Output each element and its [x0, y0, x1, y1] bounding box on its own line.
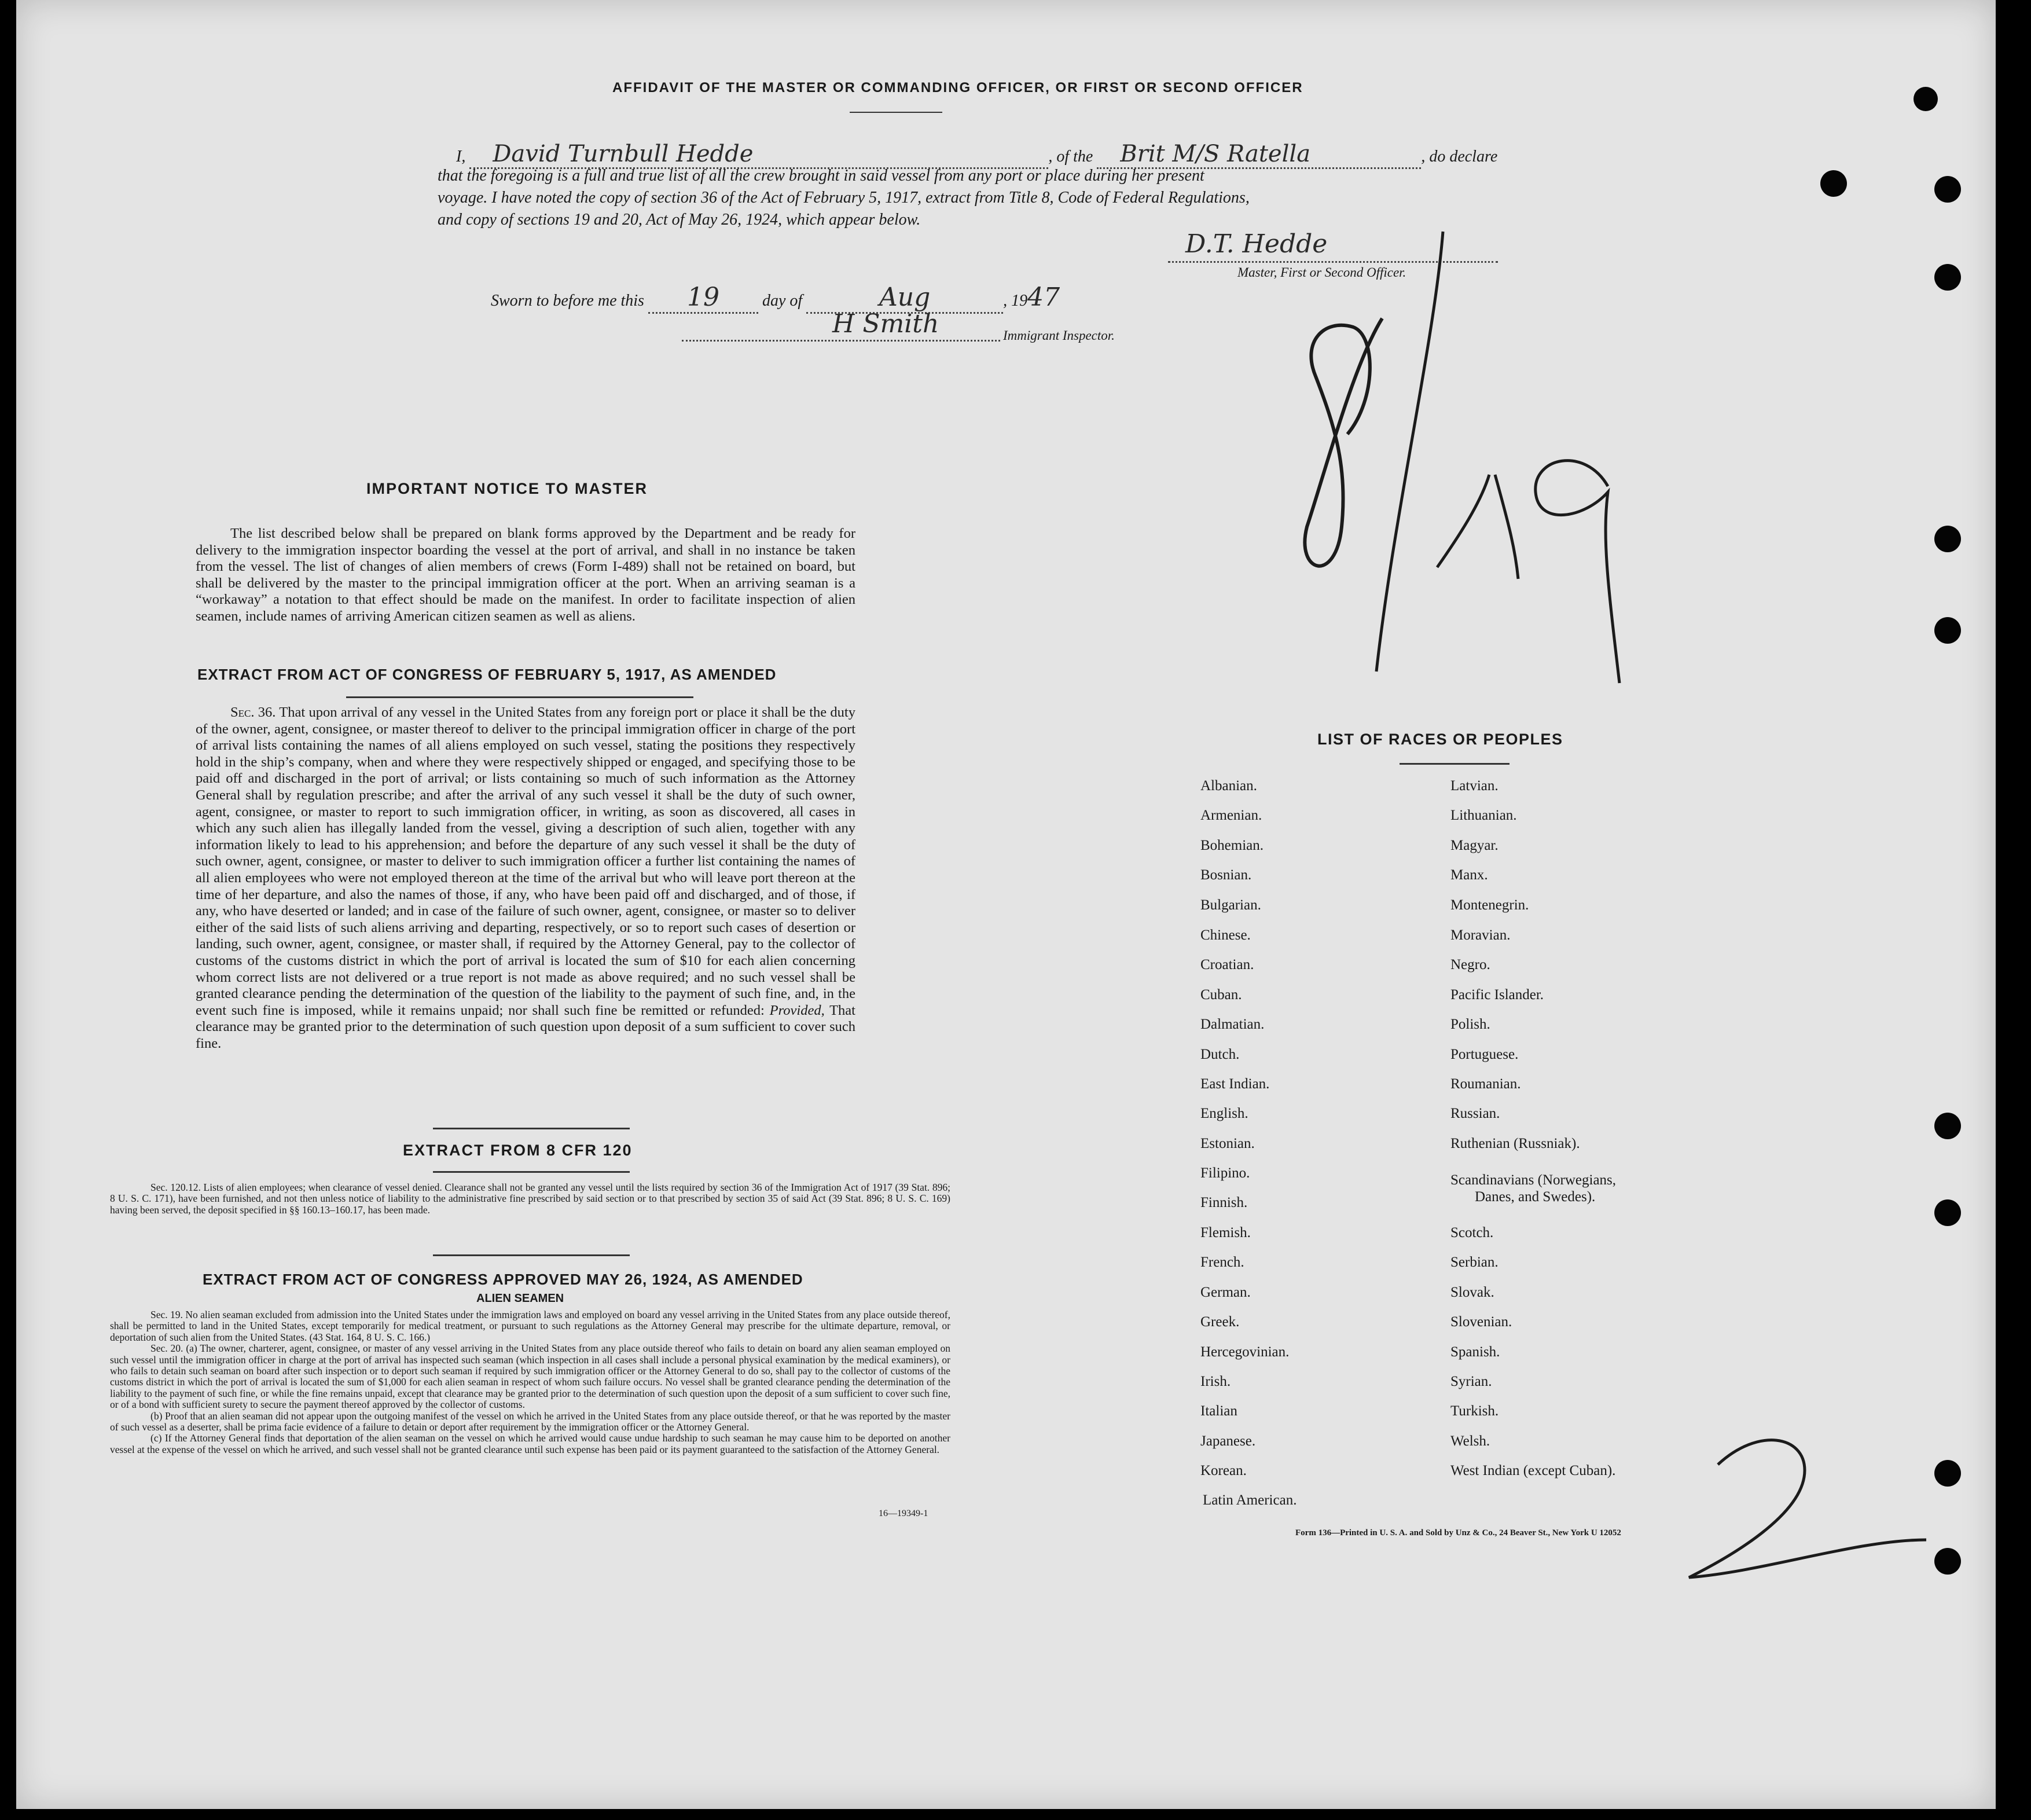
- sworn-day: 19: [648, 282, 758, 314]
- notice-title: IMPORTANT NOTICE TO MASTER: [366, 480, 648, 497]
- race-item: Estonian.: [1200, 1136, 1255, 1151]
- cfr-body: Sec. 120.12. Lists of alien employees; when clearance of vessel denied. Clearance shall not be granted any vessel until the lists required by section 36 of the Immigration Act of 1917 (39 Stat. 896; 8 U. S. C. 171), have been furnished, and not then unless notice of liability to the administrative fine prescribed by said section or to that prescribed by section 35 of said Act (39 Stat. 896; 8 U. S. C. 169) having been served, the deposit specified in §§ 160.13–160.17, has been made.: [110, 1181, 950, 1216]
- section-rule: [346, 696, 693, 698]
- race-item: Irish.: [1200, 1374, 1231, 1389]
- race-item: Montenegrin.: [1450, 897, 1529, 913]
- race-item: Cuban.: [1200, 987, 1242, 1003]
- printer-footer: Form 136—Printed in U. S. A. and Sold by Unz & Co., 24 Beaver St., New York U 12052: [1295, 1528, 1621, 1538]
- race-item: Russian.: [1450, 1106, 1500, 1121]
- race-item: Danes, and Swedes).: [1475, 1189, 1596, 1205]
- section-rule: [433, 1254, 630, 1256]
- declaration-line-4: and copy of sections 19 and 20, Act of May 26, 1924, which appear below.: [438, 211, 921, 229]
- inspector-label: Immigrant Inspector.: [1003, 328, 1115, 343]
- race-item: Korean.: [1200, 1463, 1247, 1478]
- sec36-label: Sec. 36.: [230, 704, 276, 720]
- sec20c-body: (c) If the Attorney General finds that deportation of the alien seaman on the vessel on which he arrived would cause undue hardship to such seaman he may cause him to be deported on another vessel at the expense of the vessel on which he arrived, and such vessel shall not be granted clearance until such expense has been paid or its payment guaranteed to the satisfaction of the Attorney General.: [110, 1432, 950, 1455]
- race-item: Manx.: [1450, 867, 1488, 883]
- sec20a-body: Sec. 20. (a) The owner, charterer, agent, consignee, or master of any vessel arriving in the United States from any place outside thereof who fails to detain on board any alien seaman employed on such vessel until the immigration officer in charge at the port of arrival has inspected such seaman (which inspection in all cases shall include a personal physical examination by the medical examiners), or who fails to detain such seaman on board after such inspection or to deport such seaman if required by such immigration officer or the Attorney General to do so, shall pay to the collector of customs of the customs district in which the port of arrival is located the sum of $1,000 for each alien seaman in respect of whom such failure occurs. No vessel shall be granted clearance pending the determination of the liability to the payment of such fine, or while the fine remains unpaid, except that clearance may be granted prior to the determination of such question upon the deposit of a sum sufficient to cover such fine, or of a bond with sufficient surety to secure the payment thereof approved by the collector of customs.: [110, 1342, 950, 1411]
- inspector-signature: H Smith: [682, 309, 1000, 342]
- handwritten-page-number: [1672, 1417, 1944, 1586]
- document-page: [16, 0, 1996, 1809]
- master-signature-label: Master, First or Second Officer.: [1237, 265, 1406, 280]
- sworn-year: 47: [1027, 282, 1060, 312]
- sec36-body: That upon arrival of any vessel in the United States from any foreign port or place it shall be the duty of the owner, agent, consignee, or master thereof to deliver to the principal immigration officer in charge of the port of arrival lists containing the names of all aliens employed on such vessel, stating the positions they respectively hold in the ship’s company, when and where they were respectively shipped or engaged, and specifying those to be paid off and discharged in the port of arrival; or lists containing so much of such information as the Attorney General shall by regulation prescribe; and after the arrival of any such vessel it shall be the duty of such owner, agent, consignee, or master to report to such immigration officer, in writing, as soon as discovered, all cases in which any such alien has illegally landed from the vessel, giving a description of such alien, together with any information likely to lead to his apprehension; and before the departure of any such vessel it shall be the duty of such owner, agent, consignee, or master to deliver to such immigration officer a further list containing the names of all alien employees who were not employed thereon at the time of the arrival but who will leave port thereon at the time of her departure, and also the names of those, if any, who have been paid off and discharged, and of those, if any, who have deserted or landed; and in case of the failure of such owner, agent, consignee, or master so to deliver either of the said lists of such aliens arriving and departing, respectively, or so to report such cases of desertion or landing, such owner, agent, consignee, or master shall, if required by the Attorney General, pay to the collector of customs of the customs district in which the port of arrival is located the sum of $10 for each alien concerning whom correct lists are not delivered or a true report is not made as above required; and no such vessel shall be granted clearance pending the determination of the question of the liability to the payment of such fine, and, in the event such fine is imposed, while it remains unpaid; nor shall such fine be remitted or refunded:: [196, 704, 855, 1018]
- race-item: Negro.: [1450, 957, 1490, 973]
- of-the-label: , of the: [1048, 148, 1093, 166]
- race-item: Syrian.: [1450, 1374, 1492, 1389]
- race-item: Lithuanian.: [1450, 808, 1517, 823]
- race-item: Bosnian.: [1200, 867, 1252, 883]
- race-item: Croatian.: [1200, 957, 1254, 973]
- year-prefix: , 19: [1003, 292, 1028, 310]
- race-item: English.: [1200, 1106, 1248, 1121]
- binder-hole: [1934, 617, 1961, 644]
- race-item: Portuguese.: [1450, 1047, 1519, 1062]
- race-item: Roumanian.: [1450, 1076, 1521, 1092]
- section-rule: [433, 1128, 630, 1129]
- race-item: Polish.: [1450, 1017, 1490, 1032]
- race-item: Turkish.: [1450, 1403, 1499, 1419]
- race-item: Filipino.: [1200, 1165, 1250, 1181]
- race-item: Slovak.: [1450, 1285, 1494, 1300]
- declaration-line-2: that the foregoing is a full and true list of all the crew brought in said vessel from any port or place during her present: [438, 167, 1204, 185]
- notice-body: The list described below shall be prepared on blank forms approved by the Department and be ready for delivery to the immigration inspector boarding the vessel at the port of arrival, and shall in no instance be taken from the vessel. The list of changes of alien members of crews (Form I-489) shall not be retained on board, but shall be delivered by the master to the principal immigration officer at the port. When an arriving seaman is a “workaway” a notation to that effect should be made on the manifest. In order to facilitate inspection of alien seamen, include names of arriving American citizen seamen as well as aliens.: [196, 526, 855, 624]
- form-code: 16—19349-1: [879, 1509, 928, 1518]
- alien-seamen-subtitle: ALIEN SEAMEN: [476, 1292, 564, 1305]
- master-signature: D.T. Hedde: [1168, 229, 1498, 263]
- extract-1924-title: EXTRACT FROM ACT OF CONGRESS APPROVED MAY 26, 1924, AS AMENDED: [203, 1271, 803, 1288]
- race-item: Latin American.: [1203, 1492, 1297, 1508]
- binder-hole: [1934, 176, 1961, 203]
- handwritten-date-8-19: [1261, 218, 1666, 666]
- race-item: Finnish.: [1200, 1195, 1248, 1210]
- race-item: Dalmatian.: [1200, 1017, 1265, 1032]
- race-item: Slovenian.: [1450, 1314, 1512, 1330]
- race-item: Magyar.: [1450, 838, 1499, 853]
- race-item: Greek.: [1200, 1314, 1240, 1330]
- binder-hole: [1934, 1460, 1961, 1487]
- declaration-line-1: [456, 141, 1497, 169]
- extract-1917-title: EXTRACT FROM ACT OF CONGRESS OF FEBRUARY 5, 1917, AS AMENDED: [197, 666, 777, 683]
- race-item: German.: [1200, 1285, 1251, 1300]
- race-item: West Indian (except Cuban).: [1450, 1463, 1616, 1478]
- binder-hole: [1914, 87, 1938, 111]
- race-item: Hercegovinian.: [1200, 1344, 1290, 1360]
- race-item: Flemish.: [1200, 1225, 1251, 1241]
- race-item: French.: [1200, 1254, 1244, 1270]
- binder-hole: [1934, 1199, 1961, 1226]
- binder-hole: [1934, 1113, 1961, 1139]
- race-item: Armenian.: [1200, 808, 1262, 823]
- race-item: Dutch.: [1200, 1047, 1240, 1062]
- sec36-paragraph: [196, 704, 855, 1052]
- race-item: Welsh.: [1450, 1433, 1490, 1449]
- sec36-body-end: That clearance may be granted prior to the determination of such question upon deposit of a sum sufficient to cover such fine.: [196, 1002, 855, 1051]
- extract-cfr-title: EXTRACT FROM 8 CFR 120: [403, 1142, 633, 1159]
- i-label: I,: [456, 148, 466, 166]
- vessel-name: Brit M/S Ratella: [1097, 141, 1421, 169]
- race-item: Pacific Islander.: [1450, 987, 1544, 1003]
- race-item: Italian: [1200, 1403, 1237, 1419]
- race-item: Spanish.: [1450, 1344, 1500, 1360]
- sec20b-body: (b) Proof that an alien seaman did not appear upon the outgoing manifest of the vessel on which he arrived in the United States from any place outside thereof, or that he was reported by the master of such vessel as a deserter, shall be prima facie evidence of a failure to detain or deport after requirement by the immigration officer or the Attorney General.: [110, 1410, 950, 1433]
- binder-hole: [1820, 170, 1847, 197]
- binder-hole: [1934, 1548, 1961, 1575]
- extract-1924-body: [110, 1309, 950, 1455]
- date-stamp-text: 8/19: [1261, 218, 1277, 228]
- race-item: Chinese.: [1200, 927, 1251, 943]
- sworn-month: Aug: [806, 282, 1003, 314]
- do-declare-label: , do declare: [1421, 148, 1498, 166]
- race-item: Moravian.: [1450, 927, 1511, 943]
- race-item: East Indian.: [1200, 1076, 1270, 1092]
- race-item: Japanese.: [1200, 1433, 1256, 1449]
- binder-hole: [1934, 264, 1961, 291]
- races-title: LIST OF RACES OR PEOPLES: [1317, 731, 1563, 748]
- affidavit-title: AFFIDAVIT OF THE MASTER OR COMMANDING OFFICER, OR FIRST OR SECOND OFFICER: [612, 80, 1303, 96]
- master-name: David Turnbull Hedde: [469, 141, 1048, 169]
- race-item: Bulgarian.: [1200, 897, 1261, 913]
- race-item: Serbian.: [1450, 1254, 1499, 1270]
- race-item: Bohemian.: [1200, 838, 1264, 853]
- binder-hole: [1934, 526, 1961, 552]
- race-item: Scotch.: [1450, 1225, 1494, 1241]
- page-number-text: 2: [1672, 1417, 1676, 1426]
- races-title-rule: [1400, 763, 1510, 765]
- declaration-line-3: voyage. I have noted the copy of section 36 of the Act of February 5, 1917, extract from Title 8, Code of Federal Regulations,: [438, 189, 1250, 207]
- race-item: Ruthenian (Russniak).: [1450, 1136, 1580, 1151]
- title-rule: [850, 112, 942, 113]
- sworn-label: Sworn to before me this: [491, 292, 644, 310]
- race-item: Scandinavians (Norwegians,: [1450, 1172, 1617, 1188]
- provided-label: Provided,: [769, 1002, 825, 1018]
- race-item: Albanian.: [1200, 778, 1257, 794]
- sec19-body: Sec. 19. No alien seaman excluded from admission into the United States under the immigration laws and employed on board any vessel arriving in the United States from any place outside thereof, shall be permitted to land in the United States, except temporarily for medical treatment, or pursuant to such regulations as the Attorney General may prescribe for the ultimate departure, removal, or deportation of such alien from the United States. (43 Stat. 164, 8 U. S. C. 166.): [110, 1309, 950, 1343]
- day-of-label: day of: [762, 292, 803, 310]
- race-item: Latvian.: [1450, 778, 1499, 794]
- section-rule: [433, 1171, 630, 1173]
